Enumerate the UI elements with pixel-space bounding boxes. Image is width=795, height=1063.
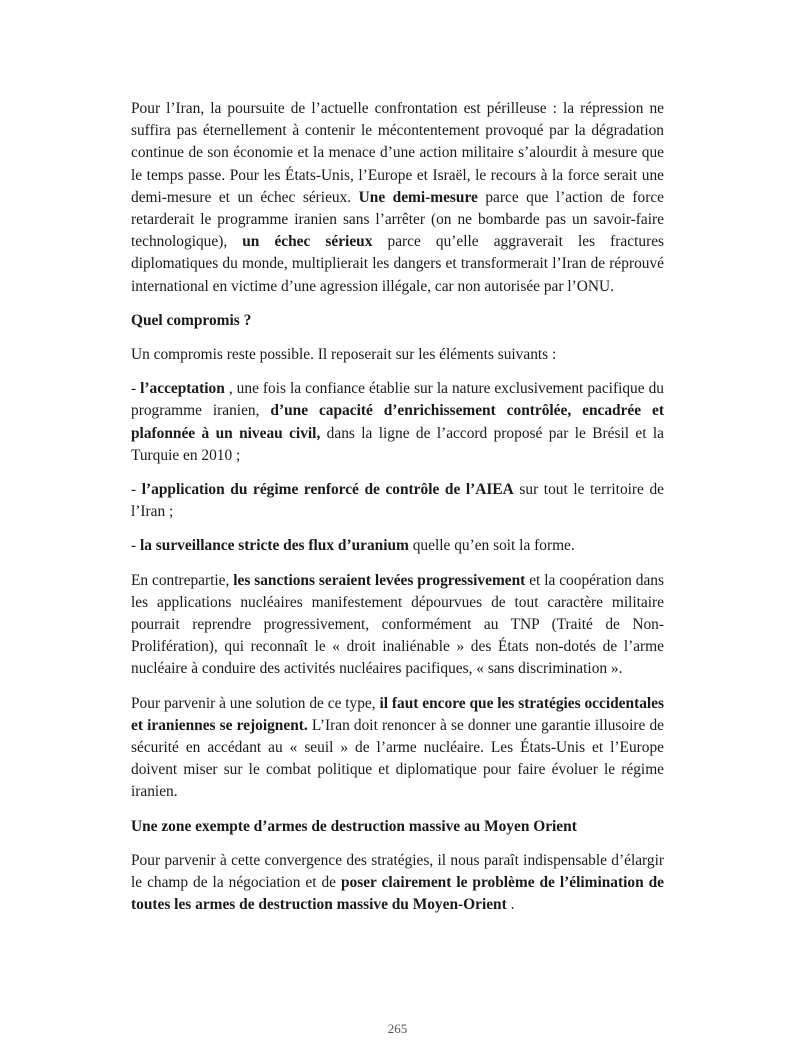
paragraph-compromis-intro: Un compromis reste possible. Il reposerait sur les éléments suivants : — [131, 346, 557, 364]
page-body — [131, 98, 664, 929]
paragraph-contrepartie: En contrepartie, les sanctions seraient levées progressivement et la coopération dans les applications nucléaires manifestement dépourvues de tout caractère militaire pourrait reprendre progressivement, conformément au TNP (Traité de Non-Prolifération), qui reconnaît le « droit inaliénable » des États non-dotés de l’arme nucléaire à conduire des activités nucléaires pacifiques, « sans discrimination ». — [131, 571, 664, 678]
bullet-application-aiea: - l’application du régime renforcé de contrôle de l’AIEA sur tout le territoire de l’Iran ; — [131, 481, 664, 521]
heading-zone-exempte: Une zone exempte d’armes de destruction massive au Moyen Orient — [131, 817, 577, 835]
paragraph-convergence: Pour parvenir à cette convergence des stratégies, il nous paraît indispensable d’élargir le champ de la négociation et de poser clairement le problème de l’élimination de toutes les armes de destruction massive du Moyen-Orient . — [131, 851, 664, 914]
heading-quel-compromis: Quel compromis ? — [131, 311, 252, 329]
paragraph-solution: Pour parvenir à une solution de ce type, il faut encore que les stratégies occidentales et iraniennes se rejoignent. L’Iran doit renoncer à se donner une garantie illusoire de sécurité en accédant au « seuil » de l’arme nucléaire. Les États-Unis et l’Europe doivent miser sur le combat politique et diplomatique pour faire évoluer le régime iranien. — [131, 694, 665, 801]
bullet-acceptation: - l’acceptation , une fois la confiance établie sur la nature exclusivement pacifique du programme iranien, d’une capacité d’enrichissement contrôlée, encadrée et plafonnée à un niveau civil, dans la ligne de l’accord proposé par le Brésil et la Turquie en 2010 ; — [131, 380, 664, 464]
paragraph-iran-confrontation: Pour l’Iran, la poursuite de l’actuelle confrontation est périlleuse : la répression ne suffira pas éternellement à contenir le mécontentement provoqué par la dégradation continue de son économie et la menace d’une action militaire s’alourdit à mesure que le temps passe. Pour les États-Unis, l’Europe et Israël, le recours à la force serait une demi-mesure et un échec sérieux. Une demi-mesure parce que l’action de force retarderait le programme iranien sans l’arrêter (on ne bombarde pas un savoir-faire technologique), un échec sérieux parce qu’elle aggraverait les fractures diplomatiques du monde, multiplierait les dangers et transformerait l’Iran de réprouvé international en victime d’une agression illégale, car non autorisée par l’ONU. — [131, 100, 665, 295]
page-number: 265 — [387, 1021, 408, 1036]
bullet-surveillance-uranium: - la surveillance stricte des flux d’uranium quelle qu’en soit la forme. — [131, 537, 575, 555]
